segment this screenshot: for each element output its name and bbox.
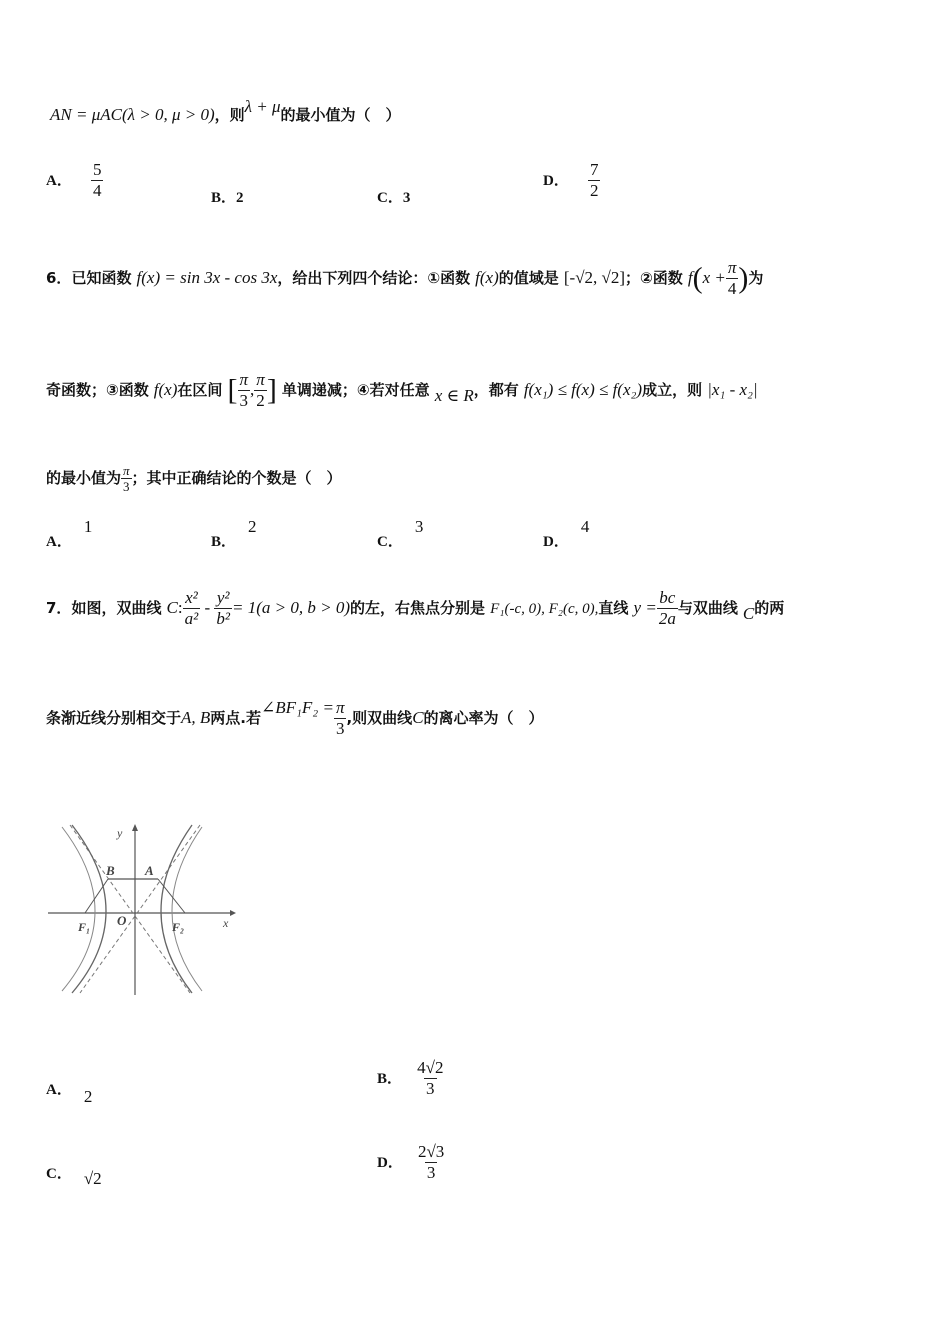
x-axis-arrow-icon [230, 910, 236, 916]
label-x: x [223, 916, 229, 930]
q7-line1: 7．如图，双曲线 C: $\frac{\text{x²}}{\text{a²}}$ - $\frac{\text{y²}}{\text{b²}}$ = 1(a > 0, b > 0)的左，右焦点分别是 F₁(-c, 0), F₂(c, 0),直线 y = $\frac{bc}{2a}$ 与双曲线 C的两 [46, 588, 785, 628]
fraction [254, 370, 267, 411]
q7-option-c[interactable] [46, 1162, 102, 1188]
q6-range: [-√2, √2] [563, 268, 626, 287]
curve-C: C [412, 708, 424, 727]
option-value: 4 [580, 517, 590, 536]
q6-text: ，都有 [473, 381, 519, 399]
option-value: 1 [83, 517, 93, 536]
denominator: 3 [426, 1163, 436, 1182]
points-AB: A, B [181, 708, 211, 727]
q5-expr: λ + μ [244, 97, 281, 116]
numerator: 5 [92, 160, 102, 179]
option-label: B． [377, 1071, 403, 1087]
q7-text: 的左，右焦点分别是 [350, 599, 486, 617]
q7-foci: F₁(-c, 0), F₂(c, 0), [490, 601, 599, 617]
curve-C: C [166, 598, 178, 617]
option-value: 3 [414, 517, 424, 536]
denominator: 3 [426, 1079, 435, 1098]
q7-text: 如图，双曲线 [71, 599, 162, 617]
option-value: 2 [248, 517, 257, 536]
option-label: B． [211, 534, 237, 550]
denominator: 3 [335, 719, 345, 738]
label-O: O [117, 913, 127, 928]
fraction [91, 160, 104, 201]
fraction [657, 588, 678, 629]
option-label: D． [543, 534, 569, 550]
q6-option-d[interactable] [543, 516, 590, 550]
numerator: x² [185, 588, 198, 607]
denominator: 2 [256, 391, 265, 410]
label-F1: F₁ [78, 920, 91, 934]
fraction [214, 588, 232, 629]
q6-text: 单调递减；④若对任意 [281, 381, 430, 399]
numerator: π [239, 370, 249, 389]
q6-text: 奇函数；③函数 [46, 381, 149, 399]
q6-line2: 奇函数；③函数 f(x)在区间 [ $\frac{\pi}{3}$ , $\frac{\pi}{2}$ ] 单调递减；④若对任意 x ∈ R，都有 f(x₁) ≤ f(x) ≤ f(x₂)成立，则 |x₁ - x₂| [46, 370, 758, 410]
numerator: y² [216, 588, 230, 607]
right-bracket-icon: ] [266, 373, 277, 407]
fx: f(x) [475, 268, 499, 287]
q6-text: 已知函数 [71, 269, 132, 287]
numerator: 7 [589, 160, 599, 179]
fraction [238, 370, 251, 411]
option-label: D． [377, 1155, 403, 1171]
left-bracket-icon: [ [227, 373, 238, 407]
label-y: y [117, 826, 123, 840]
option-label: B． [211, 190, 237, 206]
left-paren-icon: ( [692, 261, 703, 295]
numerator: π [335, 698, 345, 717]
q6-text: 成立，则 [642, 381, 703, 399]
denominator: 3 [239, 391, 249, 410]
q6-text: 的值域是 [498, 269, 559, 287]
numerator: 4√2 [417, 1058, 444, 1077]
denominator: 4 [727, 279, 737, 298]
label-A: A [145, 863, 154, 878]
q6-text: ，给出下列四个结论：①函数 [277, 269, 471, 287]
q6-line3 [46, 458, 342, 498]
q6-abs-difference: |x₁ - x₂| [707, 380, 758, 399]
fraction [726, 258, 739, 299]
q6-inequality: f(x₁) ≤ f(x) ≤ f(x₂) [523, 380, 643, 399]
numerator: π [727, 258, 737, 277]
q6-option-c[interactable] [377, 516, 424, 550]
denominator: 2a [658, 609, 676, 628]
q5-question-tail: 的最小值为（ ） [280, 106, 401, 124]
option-value: √2 [83, 1169, 102, 1188]
q5-option-c[interactable] [377, 186, 410, 207]
numerator: bc [659, 588, 676, 607]
option-label: A． [46, 534, 72, 550]
f-symbol: f [687, 268, 693, 287]
fx: f(x) [153, 380, 178, 399]
q5-option-a[interactable] [46, 160, 103, 201]
option-label: A． [46, 173, 72, 189]
q7-line2 [46, 690, 544, 746]
numerator: 2√3 [417, 1142, 445, 1161]
label-B: B [106, 863, 115, 878]
q6-function: f(x) = sin 3x - cos 3x [136, 268, 278, 287]
option-value: 2 [236, 190, 244, 206]
q6-text: 为 [748, 269, 764, 287]
option-value: 3 [402, 190, 411, 206]
denominator: b² [216, 609, 231, 628]
question-number: 6． [46, 269, 72, 287]
q5-text-mid: ，则 [214, 106, 245, 124]
q7-text: 条渐近线分别相交于 [46, 709, 182, 727]
fraction [334, 698, 347, 739]
numerator: π [256, 370, 265, 389]
fraction [416, 1142, 446, 1183]
option-label: C． [377, 190, 403, 206]
q7-eq-condition: = 1(a > 0, b > 0) [232, 598, 351, 617]
q7-text: 两点.若 [210, 709, 261, 727]
fraction [121, 463, 132, 494]
denominator: a² [184, 609, 199, 628]
option-label: C． [46, 1166, 72, 1182]
q7-text: 直线 [598, 599, 629, 617]
numerator: π [123, 463, 130, 478]
q7-text: 的两 [754, 599, 785, 617]
q7-option-d[interactable] [377, 1142, 446, 1183]
q6-text: 在区间 [177, 381, 223, 399]
option-label: D． [543, 173, 569, 189]
option-label: C． [377, 534, 403, 550]
q7-option-b[interactable] [377, 1058, 445, 1099]
fraction [183, 588, 201, 629]
q7-text: 与双曲线 [677, 599, 738, 617]
q7-text: 的离心率为（ ） [423, 709, 544, 727]
q6-option-b[interactable] [211, 516, 257, 550]
q5-line [50, 97, 401, 125]
label-F2: F₂ [172, 920, 185, 934]
q6-line1 [46, 252, 763, 305]
y-equals: y = [633, 598, 657, 617]
denominator: 4 [92, 181, 102, 200]
x-plus: x + [702, 268, 726, 287]
q7-text: ,则双曲线 [346, 709, 413, 727]
denominator: 2 [589, 181, 599, 200]
denominator: 3 [123, 479, 130, 494]
right-paren-icon: ) [738, 261, 749, 295]
q5-lead-formula: AN = μAC(λ > 0, μ > 0) [50, 105, 215, 124]
curve-C: C [742, 604, 755, 623]
y-axis-arrow-icon [132, 824, 138, 831]
fraction [588, 160, 601, 201]
option-value: 2 [83, 1087, 93, 1106]
q5-option-d[interactable] [543, 160, 600, 201]
q6-option-a[interactable] [46, 516, 93, 550]
fraction [415, 1058, 445, 1099]
q7-option-a[interactable] [46, 1078, 93, 1106]
question-number: 7． [46, 599, 72, 617]
option-label: A． [46, 1082, 72, 1098]
q5-option-b[interactable] [211, 186, 244, 207]
q6-text: ；其中正确结论的个数是（ ） [131, 469, 342, 487]
q6-text: ；②函数 [625, 269, 683, 287]
q6-text: 的最小值为 [46, 469, 122, 487]
x-in-R: x ∈ R [434, 386, 474, 405]
q7-angle: ∠BF₁F₂ = [261, 698, 334, 717]
hyperbola-figure [40, 815, 240, 1000]
